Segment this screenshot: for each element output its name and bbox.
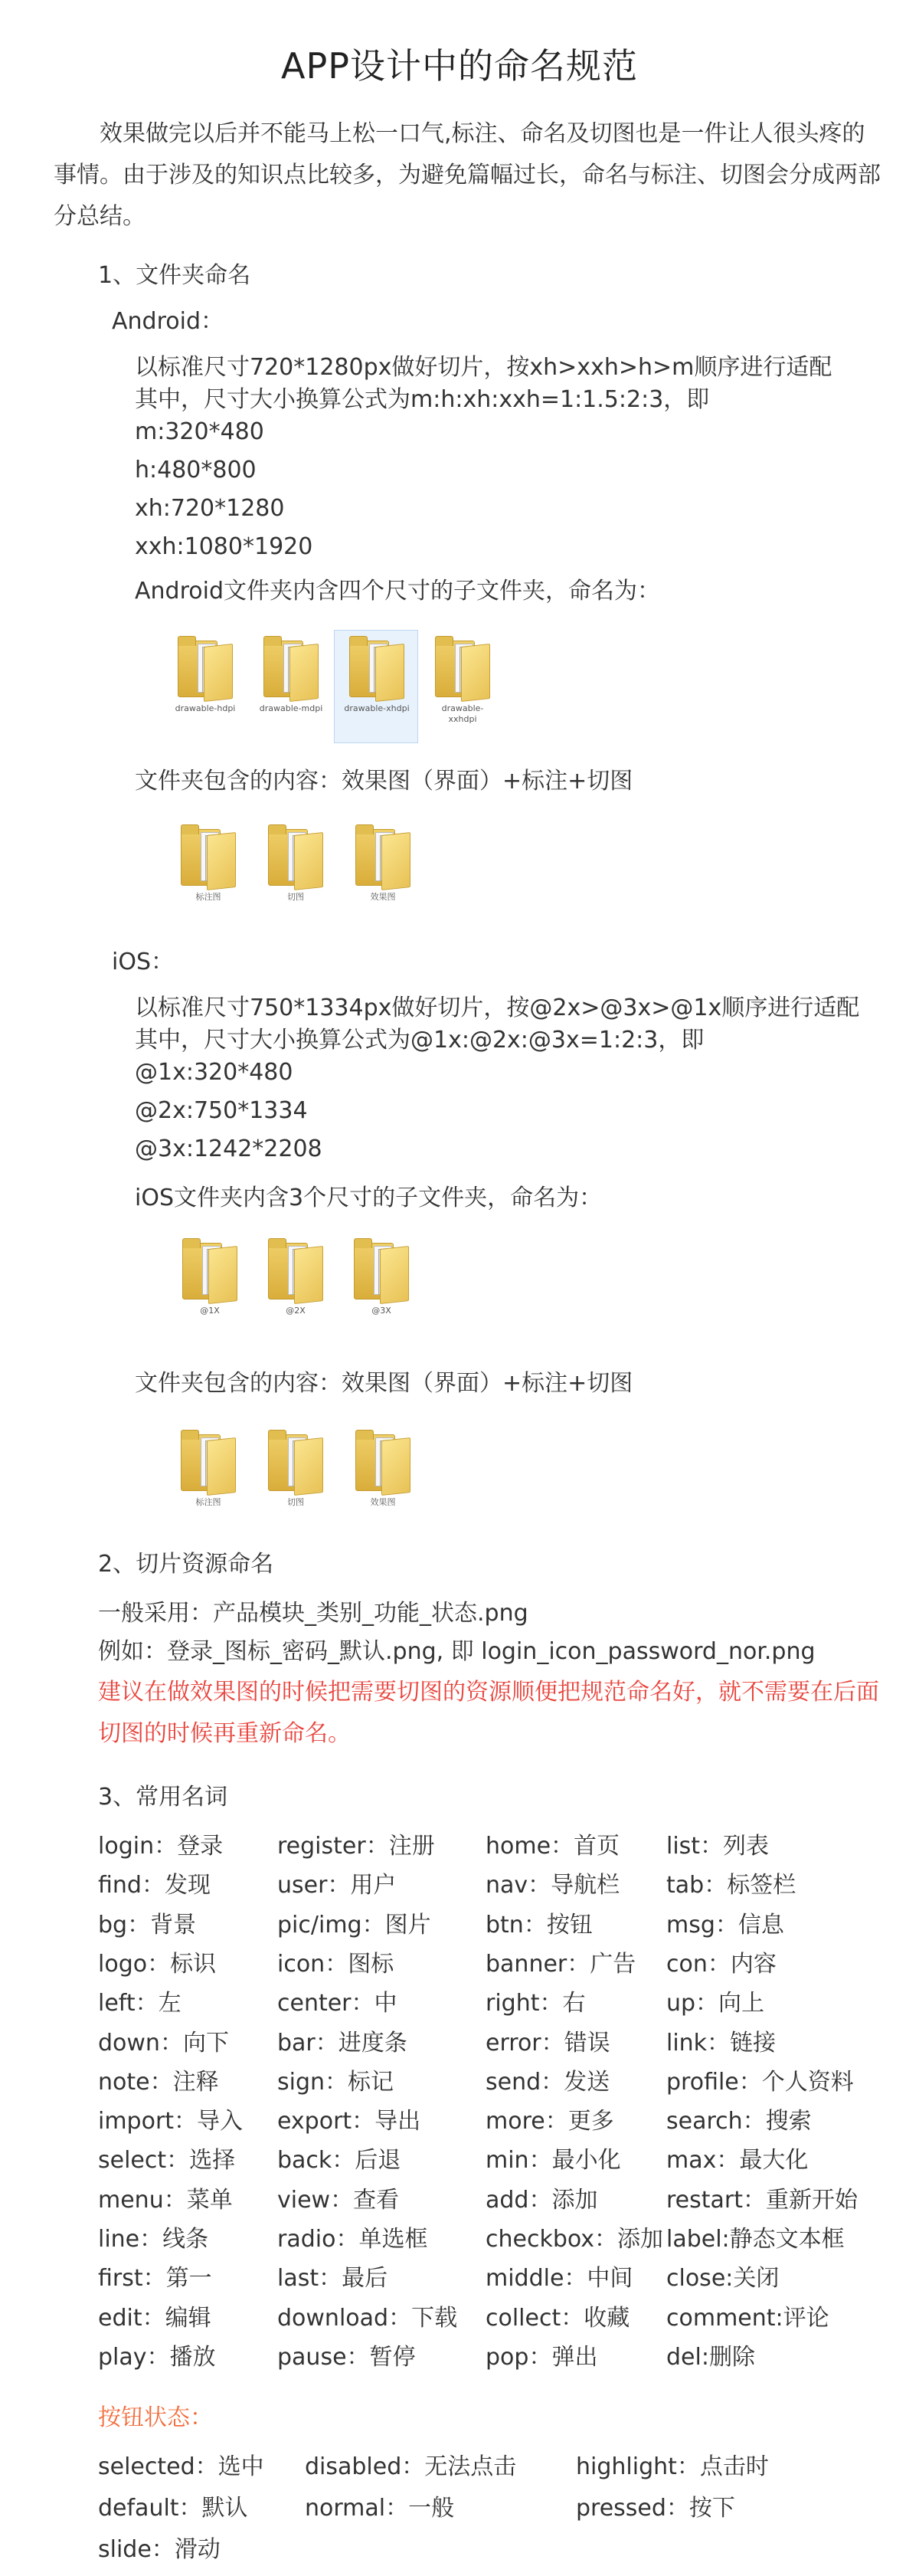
term-item: banner：广告 xyxy=(486,1951,636,1978)
folder-label: @2X xyxy=(286,1306,306,1316)
term-item: error：错误 xyxy=(486,2030,610,2057)
term-item: pop：弹出 xyxy=(486,2344,598,2371)
term-item: link：链接 xyxy=(666,2030,777,2057)
folder-label: @1X xyxy=(200,1306,220,1316)
term-item: tab：标签栏 xyxy=(666,1872,796,1899)
folder-icon xyxy=(349,636,404,699)
button-state-heading: 按钮状态： xyxy=(98,2404,213,2431)
term-item: note：注释 xyxy=(98,2069,219,2096)
android-line: xxh:1080*1920 xyxy=(135,533,313,560)
ios-line: @3x:1242*2208 xyxy=(135,1136,322,1162)
term-item: checkbox：添加 xyxy=(486,2226,664,2253)
term-item: down：向下 xyxy=(98,2030,229,2057)
folder-icon xyxy=(355,1430,410,1493)
term-item: pic/img：图片 xyxy=(277,1912,431,1939)
folder-label: drawable-hdpi xyxy=(175,703,236,713)
term-item: first：第一 xyxy=(98,2265,212,2292)
folder-label: 切图 xyxy=(287,892,304,902)
folder-icon xyxy=(181,824,236,887)
term-item: back：后退 xyxy=(277,2147,401,2174)
term-item: export：导出 xyxy=(277,2108,421,2135)
folder-icon xyxy=(355,824,410,887)
folder-icon xyxy=(182,1238,237,1301)
term-item: min：最小化 xyxy=(486,2147,621,2174)
term-item: line：线条 xyxy=(98,2226,209,2253)
term-item: import：导入 xyxy=(98,2108,244,2135)
term-item: restart：重新开始 xyxy=(666,2187,858,2214)
folder-icon xyxy=(268,1430,323,1493)
term-item: select：选择 xyxy=(98,2147,236,2174)
term-item: close:关闭 xyxy=(666,2265,780,2292)
folder-item[interactable] xyxy=(421,636,504,725)
folder-icon xyxy=(268,1238,323,1301)
term-item: icon：图标 xyxy=(277,1951,394,1978)
folder-label: 效果图 xyxy=(370,1497,396,1507)
term-item: sign：标记 xyxy=(277,2069,394,2096)
page-title: APP设计中的命名规范 xyxy=(281,45,638,87)
folder-item[interactable] xyxy=(342,824,424,903)
android-line: xh:720*1280 xyxy=(135,495,285,522)
term-item: radio：单选框 xyxy=(277,2226,428,2253)
android-line: m:320*480 xyxy=(135,418,264,445)
intro-paragraph: 效果做完以后并不能马上松一口气,标注、命名及切图也是一件让人很头疼的事情。由于涉及的知识点比较多，为避免篇幅过长，命名与标注、切图会分成两部分总结。 xyxy=(54,120,881,230)
ios-content-folder-group xyxy=(164,1417,447,1555)
folder-item[interactable] xyxy=(335,636,418,714)
term-item: search：搜索 xyxy=(666,2108,812,2135)
folder-item[interactable] xyxy=(168,1238,251,1316)
folder-icon xyxy=(268,824,323,887)
ios-line: 其中，尺寸大小换算公式为@1x:@2x:@3x=1:2:3，即 xyxy=(135,1027,705,1054)
term-item: edit：编辑 xyxy=(98,2305,211,2332)
naming-note: 建议在做效果图的时候把需要切图的资源顺便把规范命名好，就不需要在后面切图的时候再重新命名。 xyxy=(98,1679,879,1747)
section-2-heading: 2、切片资源命名 xyxy=(98,1551,274,1578)
term-item: del:删除 xyxy=(666,2344,755,2371)
term-item: find：发现 xyxy=(98,1872,211,1899)
term-item: list：列表 xyxy=(666,1833,770,1860)
button-state-item: slide：滑动 xyxy=(98,2536,221,2563)
term-item: bg：背景 xyxy=(98,1912,197,1939)
folder-item[interactable] xyxy=(342,1430,424,1508)
term-item: view：查看 xyxy=(277,2187,400,2214)
folder-label: 效果图 xyxy=(370,892,396,902)
folder-item[interactable] xyxy=(254,824,337,903)
term-item: logo：标识 xyxy=(98,1951,217,1978)
folder-label: drawable-mdpi xyxy=(259,703,323,713)
folder-item[interactable] xyxy=(167,824,250,903)
term-item: nav：导航栏 xyxy=(486,1872,620,1899)
naming-rule-line: 一般采用：产品模块_类别_功能_状态.png xyxy=(98,1600,528,1627)
folder-icon xyxy=(181,1430,236,1493)
android-contents-line: 文件夹包含的内容：效果图（界面）+标注+切图 xyxy=(135,768,633,795)
term-item: max：最大化 xyxy=(666,2147,809,2174)
term-item: profile：个人资料 xyxy=(666,2069,854,2096)
term-item: comment:评论 xyxy=(666,2305,829,2332)
button-state-item: pressed：按下 xyxy=(576,2495,735,2522)
android-line: 其中，尺寸大小换算公式为m:h:xh:xxh=1:1.5:2:3，即 xyxy=(135,386,710,413)
term-item: up：向上 xyxy=(666,1990,765,2017)
folder-item[interactable] xyxy=(340,1238,423,1316)
naming-example-line: 例如：登录_图标_密码_默认.png, 即 login_icon_password_nor.png xyxy=(98,1638,816,1665)
term-item: con：内容 xyxy=(666,1951,777,1978)
ios-contents-line: 文件夹包含的内容：效果图（界面）+标注+切图 xyxy=(135,1370,633,1397)
term-item: more：更多 xyxy=(486,2108,614,2135)
term-item: right：右 xyxy=(486,1990,586,2017)
term-item: label:静态文本框 xyxy=(666,2226,845,2253)
ios-folder-group xyxy=(164,1231,440,1345)
folder-icon xyxy=(178,636,233,699)
button-state-item: default：默认 xyxy=(98,2495,248,2522)
term-item: login：登录 xyxy=(98,1833,224,1860)
ios-line: 以标准尺寸750*1334px做好切片，按@2x>@3x>@1x顺序进行适配 xyxy=(135,995,860,1021)
term-item: collect：收藏 xyxy=(486,2305,630,2332)
folder-icon xyxy=(263,636,319,699)
button-state-item: selected：选中 xyxy=(98,2453,264,2480)
button-state-item: disabled：无法点击 xyxy=(305,2453,517,2480)
term-item: msg：信息 xyxy=(666,1912,784,1939)
section-3-heading: 3、常用名词 xyxy=(98,1784,228,1811)
term-item: menu：菜单 xyxy=(98,2187,233,2214)
term-item: play：播放 xyxy=(98,2344,216,2371)
term-item: home：首页 xyxy=(486,1833,620,1860)
section-1-heading: 1、文件夹命名 xyxy=(98,262,251,289)
ios-line: @2x:750*1334 xyxy=(135,1097,308,1124)
folder-item[interactable] xyxy=(164,636,247,714)
folder-label: 标注图 xyxy=(195,892,221,902)
button-state-item: highlight：点击时 xyxy=(576,2453,769,2480)
term-item: send：发送 xyxy=(486,2069,610,2096)
folder-label: 标注图 xyxy=(195,1497,221,1507)
ios-line: @1x:320*480 xyxy=(135,1059,293,1086)
android-content-folder-group xyxy=(164,812,447,950)
folder-item[interactable] xyxy=(254,1430,337,1508)
folder-item[interactable] xyxy=(250,636,332,714)
folder-label: 切图 xyxy=(287,1497,304,1507)
android-folder-group xyxy=(164,628,516,743)
term-item: pause：暂停 xyxy=(277,2344,416,2371)
term-item: bar：进度条 xyxy=(277,2030,407,2057)
android-label: Android： xyxy=(112,308,224,335)
folder-item[interactable] xyxy=(254,1238,337,1316)
term-item: btn：按钮 xyxy=(486,1912,593,1939)
android-line: Android文件夹内含四个尺寸的子文件夹，命名为： xyxy=(135,578,660,605)
term-item: user：用户 xyxy=(277,1872,397,1899)
ios-label: iOS： xyxy=(112,949,174,975)
android-line: h:480*800 xyxy=(135,457,257,483)
term-item: center：中 xyxy=(277,1990,397,2017)
android-line: 以标准尺寸720*1280px做好切片，按xh>xxh>h>m顺序进行适配 xyxy=(135,354,832,381)
term-item: add：添加 xyxy=(486,2187,598,2214)
folder-icon xyxy=(435,636,490,699)
ios-line: iOS文件夹内含3个尺寸的子文件夹，命名为： xyxy=(135,1185,603,1211)
term-item: left：左 xyxy=(98,1990,182,2017)
folder-label: drawable-xhdpi xyxy=(344,703,410,713)
term-item: register：注册 xyxy=(277,1833,435,1860)
folder-item[interactable] xyxy=(167,1430,250,1508)
folder-label: drawable-xxhdpi xyxy=(441,703,484,724)
folder-icon xyxy=(354,1238,409,1301)
term-item: last：最后 xyxy=(277,2265,388,2292)
button-state-item: normal：一般 xyxy=(305,2495,455,2522)
term-item: download：下载 xyxy=(277,2305,458,2332)
term-item: middle：中间 xyxy=(486,2265,633,2292)
folder-label: @3X xyxy=(371,1306,391,1316)
